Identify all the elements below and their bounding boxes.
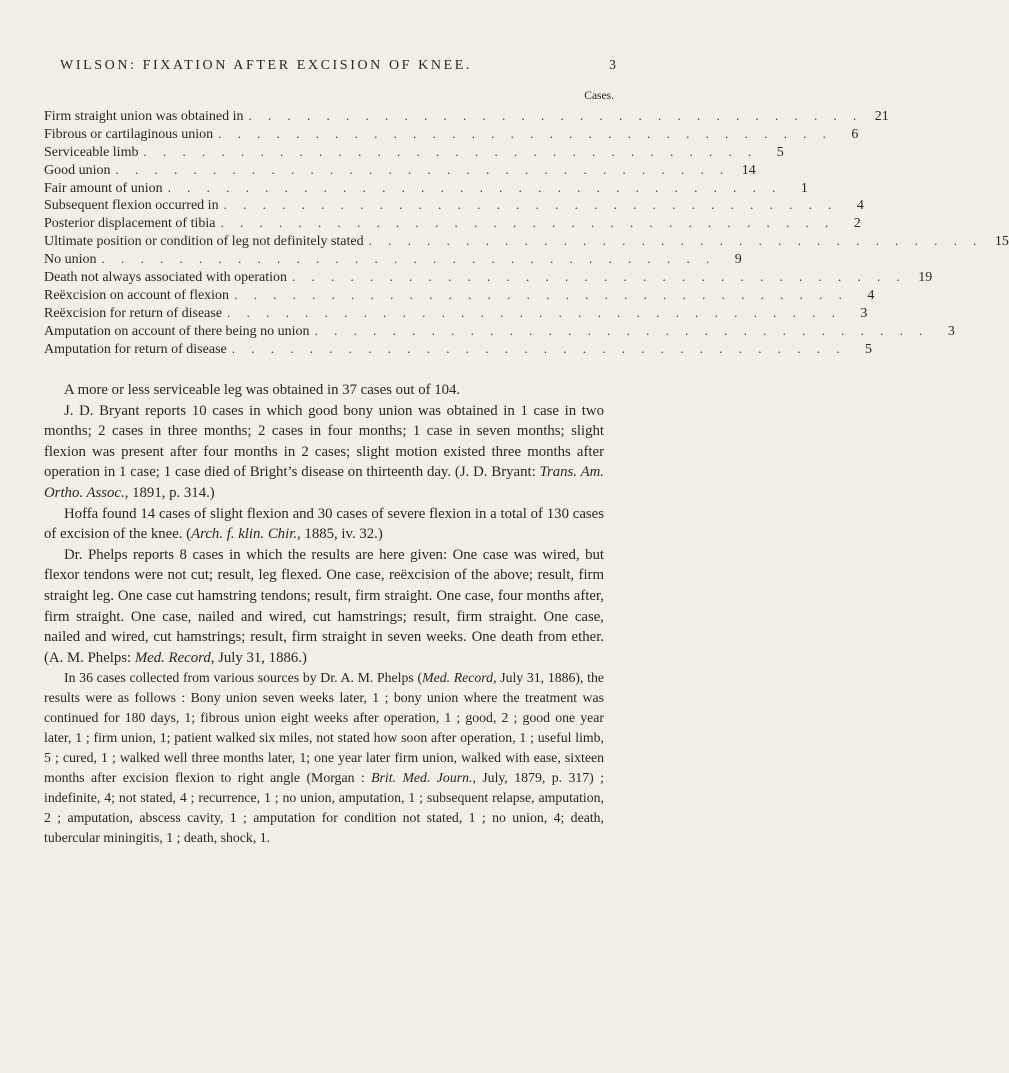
row-label: Reëxcision for return of disease [44, 305, 223, 321]
dot-leader: . . . . . . . . . . . . . . . . . . . . . . . . . . . . . . . . [101, 251, 716, 267]
citation: Brit. Med. Journ. [371, 770, 473, 786]
row-label: Firm straight union was obtained in [44, 109, 244, 124]
row-value: 4 [867, 287, 875, 303]
table-row [44, 269, 933, 287]
dot-leader: . . . . . . . . . . . . . . . . . . . . . . . . . . . . . . . . [115, 161, 730, 177]
row-value: 3 [947, 323, 955, 339]
citation: Trans. Am. Ortho. Assoc. [44, 464, 604, 501]
paragraph-text: , 1891, p. 314.) [124, 484, 215, 501]
results-table [44, 108, 1009, 358]
paragraph-text: Dr. Phelps reports 8 cases in which the results are here given: One case was wired, but flexor tendons were not cut; result, leg flexed. One case, reëxcision of the above; result, firm straight leg. One case cut hamstring tendons; result, firm straight. One case, four months after, firm straight. One case, nailed and wired, cut hamstrings; result, firm straight. One case, nailed and wired, cut hamstrings; result, firm straight in seven weeks. One death from ether. (A. M. Phelps: [44, 546, 604, 666]
dot-leader: . . . . . . . . . . . . . . . . . . . . . . . . . . . . . . . . [227, 304, 842, 320]
dot-leader: . . . . . . . . . . . . . . . . . . . . . . . . . . . . . . . . [231, 340, 846, 356]
table-row [44, 125, 859, 144]
dot-leader: . . . . . . . . . . . . . . . . . . . . . . . . . . . . . . . . [220, 215, 835, 231]
table-row [44, 233, 1009, 251]
row-label: Death not always associated with operation [44, 270, 287, 286]
table-row [44, 286, 875, 305]
table-row [44, 215, 861, 233]
row-label: No union [44, 252, 97, 268]
dot-leader: . . . . . . . . . . . . . . . . . . . . . . . . . . . . . . . . [167, 179, 782, 195]
dot-leader: . . . . . . . . . . . . . . . . . . . . . . . . . . . . . . . . [218, 125, 833, 141]
table-row [44, 340, 872, 359]
table-row [44, 304, 868, 323]
citation: Arch. f. klin. Chir. [191, 526, 298, 543]
cases-column-header: Cases. [584, 90, 614, 102]
row-label: Good union [44, 162, 111, 178]
paragraph-text: J. D. Bryant reports 10 cases in which good bony union was obtained in 1 case in two months; 2 cases in three months; 2 cases in four months; 1 case in seven months; slight flexion was present after four months in 2 cases; slight motion existed three months after operation in 1 case; 1 case died of Bright’s disease on thirteenth day. (J. D. Bryant: [44, 402, 604, 481]
table-row [44, 161, 756, 180]
dot-leader: . . . . . . . . . . . . . . . . . . . . . . . . . . . . . . . . [143, 143, 758, 159]
row-label: Reëxcision on account of flexion [44, 287, 230, 303]
paragraph [44, 504, 604, 545]
dot-leader: . . . . . . . . . . . . . . . . . . . . . . . . . . . . . . . . [248, 108, 863, 123]
paragraph-text: , July 31, 1886.) [210, 649, 307, 666]
row-value: 21 [874, 109, 889, 124]
table-row [44, 143, 784, 162]
paragraph-text: A more or less serviceable leg was obtained in 37 cases out of 104. [64, 382, 461, 398]
row-label: Fair amount of union [44, 180, 163, 196]
paragraph [44, 380, 604, 401]
paragraph-text: In 36 cases collected from various sources by Dr. A. M. Phelps ( [64, 670, 423, 686]
page-number: 3 [609, 58, 616, 73]
citation: Med. Record [134, 649, 211, 666]
dot-leader: . . . . . . . . . . . . . . . . . . . . . . . . . . . . . . . . [291, 269, 907, 285]
running-header [60, 58, 616, 74]
dot-leader: . . . . . . . . . . . . . . . . . . . . . . . . . . . . . . . . [234, 286, 849, 302]
row-label: Ultimate position or condition of leg not definitely stated [44, 234, 364, 250]
row-value: 19 [918, 270, 933, 286]
row-value: 15 [994, 234, 1009, 250]
row-value: 4 [856, 198, 864, 214]
running-title: WILSON: FIXATION AFTER EXCISION OF KNEE. [60, 58, 472, 73]
table-row [44, 179, 808, 198]
row-value: 2 [853, 216, 861, 232]
table-row [44, 197, 864, 215]
paragraph [44, 668, 604, 848]
row-value: 1 [800, 180, 808, 196]
table-row [44, 108, 889, 126]
row-label: Serviceable limb [44, 144, 139, 160]
row-label: Fibrous or cartilaginous union [44, 126, 214, 142]
table-row [44, 322, 955, 341]
paragraph-text: , July, 1879, p. 317) ; indefinite, 4; not stated, 4 ; recurrence, 1 ; no union, amputation, 1 ; subsequent relapse, amputation, 2 ; amputation, abscess cavity, 1 ; amputation for condition not stated, 1 ; no union, 4; death, tubercular miningitis, 1 ; death, shock, 1. [44, 770, 604, 846]
paragraph-text: , July 31, 1886), the results were as follows : Bony union seven weeks later, 1 ; bony union where the treatment was continued for 180 days, 1; fibrous union eight weeks after operation, 1 ; good, 2 ; good one year later, 1 ; firm union, 1; patient walked six miles, not stated how soon after operation, 1 ; useful limb, 5 ; cured, 1 ; walked well three months later, 1; one year later firm union, walked with ease, sixteen months after excision flexion to right angle (Morgan : [44, 670, 605, 786]
row-label: Amputation on account of there being no union [44, 323, 310, 339]
row-value: 6 [851, 126, 859, 142]
dot-leader: . . . . . . . . . . . . . . . . . . . . . . . . . . . . . . . . [314, 322, 929, 338]
citation: Med. Record [422, 670, 494, 686]
dot-leader: . . . . . . . . . . . . . . . . . . . . . . . . . . . . . . . . [368, 233, 983, 249]
row-label: Posterior displacement of tibia [44, 216, 216, 232]
dot-leader: . . . . . . . . . . . . . . . . . . . . . . . . . . . . . . . . [223, 197, 838, 213]
row-label: Amputation for return of disease [44, 341, 227, 357]
paragraph-text: Hoffa found 14 cases of slight flexion and 30 cases of severe flexion in a total of 130 cases of excision of the knee. ( [44, 505, 604, 543]
paragraph-text: , 1885, iv. 32.) [297, 526, 383, 543]
row-label: Subsequent flexion occurred in [44, 198, 219, 214]
row-value: 5 [864, 341, 872, 357]
paragraph [44, 545, 604, 669]
body-text [44, 380, 604, 848]
row-value: 14 [741, 162, 756, 178]
row-value: 5 [776, 144, 784, 160]
paragraph [44, 401, 604, 504]
row-value: 9 [734, 252, 742, 268]
table-row [44, 251, 742, 269]
row-value: 3 [860, 305, 868, 321]
